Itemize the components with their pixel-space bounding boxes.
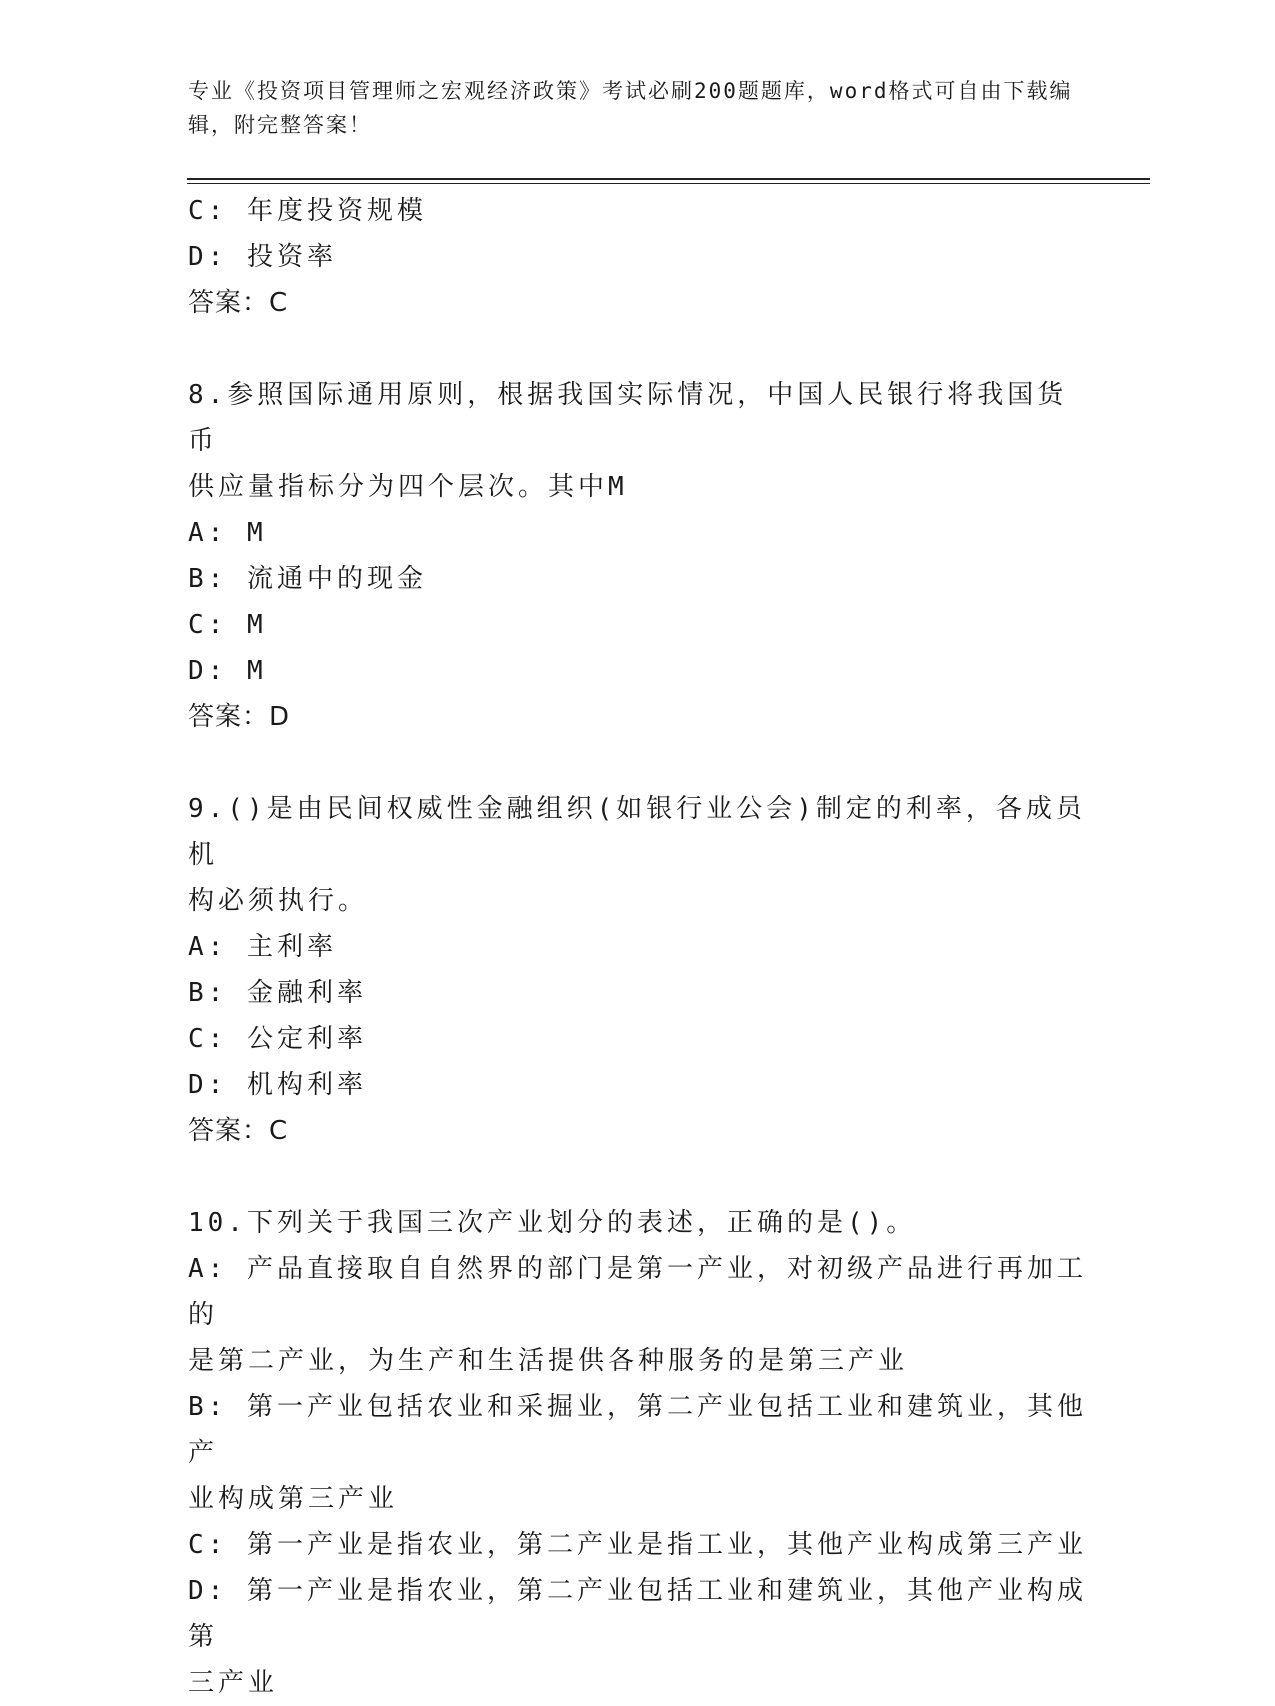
option-a-continued: 是第二产业，为生产和生活提供各种服务的是第三产业 [188,1346,909,1376]
option-c: C: 第一产业是指农业，第二产业是指工业，其他产业构成第三产业 [188,1530,1087,1560]
spacer [188,326,1088,372]
answer: 答案：D [188,702,291,732]
question-list [188,188,1088,1706]
option-c: C: 年度投资规模 [188,196,427,226]
option-d-continued: 三产业 [188,1668,279,1698]
question-text: 供应量指标分为四个层次。其中M [188,472,628,502]
question-block-8 [188,372,1088,740]
question-text: 10.下列关于我国三次产业划分的表述，正确的是()。 [188,1208,917,1238]
option-d: D: M [188,656,267,686]
option-d: D: 机构利率 [188,1070,367,1100]
option-b: B: 第一产业包括农业和采掘业，第二产业包括工业和建筑业，其他产 [188,1392,1087,1468]
option-d: D: 第一产业是指农业，第二产业包括工业和建筑业，其他产业构成第 [188,1576,1087,1652]
spacer [188,740,1088,786]
option-a: A: 产品直接取自自然界的部门是第一产业，对初级产品进行再加工的 [188,1254,1087,1330]
option-a: A: 主利率 [188,932,337,962]
option-d: D: 投资率 [188,242,337,272]
answer: 答案：C [188,1116,289,1146]
question-block-9 [188,786,1088,1154]
option-c: C: M [188,610,267,640]
option-b: B: 金融利率 [188,978,367,1008]
header-divider [187,178,1150,184]
option-b-continued: 业构成第三产业 [188,1484,399,1514]
question-block-10 [188,1200,1088,1706]
option-a: A: M [188,518,267,548]
answer: 答案：C [188,288,289,318]
document-header: 专业《投资项目管理师之宏观经济政策》考试必刷200题题库，word格式可自由下载编辑，附完整答案！ [188,79,1073,137]
spacer [188,1154,1088,1200]
question-block-7-tail [188,188,1088,326]
option-c: C: 公定利率 [188,1024,367,1054]
question-text: 9.()是由民间权威性金融组织(如银行业公会)制定的利率，各成员机 [188,794,1086,870]
question-text: 构必须执行。 [188,886,369,916]
option-b: B: 流通中的现金 [188,564,427,594]
question-text: 8.参照国际通用原则，根据我国实际情况，中国人民银行将我国货币 [188,380,1068,456]
